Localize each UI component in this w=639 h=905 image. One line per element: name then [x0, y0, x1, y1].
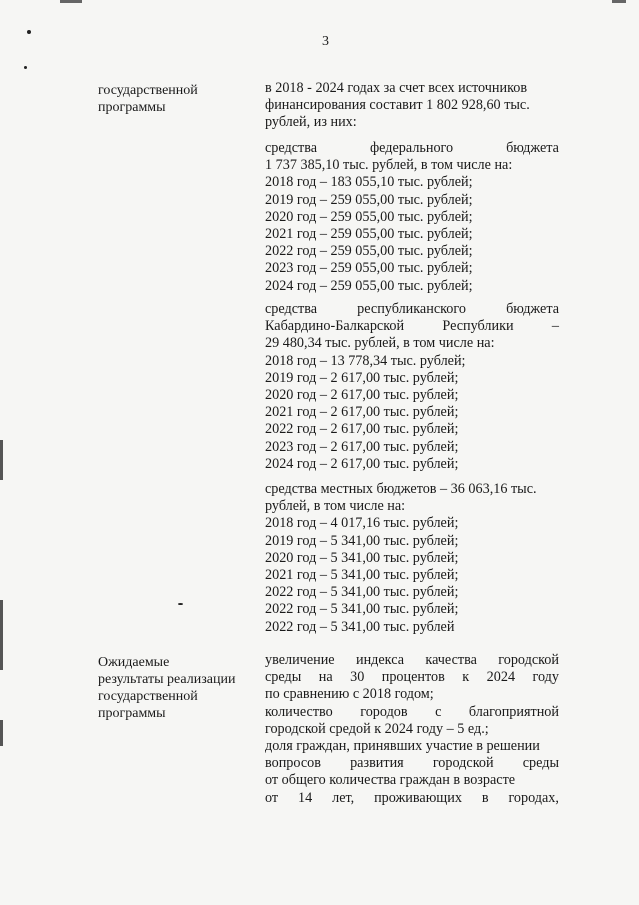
word: –	[551, 318, 559, 335]
scan-speck	[24, 66, 27, 69]
year-amount-line: 2023 год – 2 617,00 тыс. рублей;	[265, 438, 459, 455]
scan-edge-mark	[0, 440, 3, 480]
scan-edge-mark	[612, 0, 626, 3]
word: развития	[350, 755, 404, 772]
row-label-line: государственной	[98, 689, 198, 704]
word: лет,	[332, 789, 355, 806]
word: с	[435, 703, 442, 720]
word: федерального	[369, 140, 454, 156]
word: году	[532, 669, 559, 686]
text-line: рублей, в том числе на:	[265, 498, 406, 515]
word: Республики	[442, 318, 514, 335]
justified-line	[265, 140, 559, 157]
word: в	[481, 789, 489, 806]
expected-results-block	[265, 652, 559, 807]
word: городской	[498, 652, 559, 668]
text-line: рублей, из них:	[265, 114, 357, 131]
word: бюджета	[506, 301, 559, 317]
scan-speck	[27, 30, 31, 34]
word: количество	[265, 703, 333, 720]
row-label-line: программы	[98, 706, 166, 721]
word: на	[318, 669, 333, 686]
scan-edge-mark	[60, 0, 82, 3]
year-amount-line: 2022 год – 5 341,00 тыс. рублей;	[265, 584, 459, 601]
year-amount-line: 2022 год – 5 341,00 тыс. рублей	[265, 618, 455, 635]
year-amount-line: 2020 год – 259 055,00 тыс. рублей;	[265, 208, 473, 225]
word: увеличение	[265, 652, 335, 668]
year-amount-line: 2021 год – 259 055,00 тыс. рублей;	[265, 226, 473, 243]
year-amount-line: 2022 год – 5 341,00 тыс. рублей;	[265, 601, 459, 618]
word: от	[265, 789, 279, 806]
justified-line	[265, 755, 559, 772]
text-line: финансирования составит 1 802 928,60 тыс.	[265, 97, 530, 114]
text-line: в 2018 - 2024 годах за счет всех источников	[265, 80, 528, 96]
justified-line	[265, 301, 559, 318]
word: 2024	[486, 669, 516, 686]
text-line: 29 480,34 тыс. рублей, в том числе на:	[265, 335, 495, 352]
justified-line	[265, 318, 559, 335]
text-line: 1 737 385,10 тыс. рублей, в том числе на:	[265, 157, 513, 174]
year-amount-line: 2019 год – 259 055,00 тыс. рублей;	[265, 191, 473, 208]
word: Кабардино-Балкарской	[265, 318, 405, 335]
year-amount-line: 2020 год – 2 617,00 тыс. рублей;	[265, 387, 459, 404]
text-line: средства местных бюджетов – 36 063,16 тыс.	[265, 481, 537, 497]
justified-line	[265, 704, 559, 721]
word: благоприятной	[468, 703, 559, 720]
justified-line	[265, 790, 559, 807]
year-amount-line: 2022 год – 2 617,00 тыс. рублей;	[265, 421, 459, 438]
word: средства	[265, 140, 318, 156]
year-amount-line: 2023 год – 259 055,00 тыс. рублей;	[265, 260, 473, 277]
year-amount-line: 2018 год – 4 017,16 тыс. рублей;	[265, 515, 459, 532]
scan-speck	[178, 603, 183, 605]
word: качества	[425, 652, 477, 668]
row-label-line: государственной	[98, 83, 198, 98]
word: бюджета	[506, 140, 559, 156]
row-label-line: программы	[98, 100, 166, 115]
row-label-line: результаты реализации	[98, 672, 236, 687]
word: к	[462, 669, 470, 686]
text-line: от общего количества граждан в возрасте	[265, 772, 516, 789]
year-amount-line: 2019 год – 2 617,00 тыс. рублей;	[265, 369, 459, 386]
funding-intro	[265, 80, 559, 132]
word: вопросов	[265, 755, 321, 772]
word: процентов	[381, 669, 445, 686]
word: среды	[265, 669, 302, 686]
word: 14	[298, 789, 313, 806]
row-label-line: Ожидаемые	[98, 655, 170, 670]
text-line: доля граждан, принявших участие в решении	[265, 738, 540, 755]
year-amount-line: 2021 год – 5 341,00 тыс. рублей;	[265, 567, 459, 584]
scan-edge-mark	[0, 600, 3, 670]
scan-edge-mark	[0, 720, 3, 746]
page-number: 3	[322, 34, 329, 49]
word: городов	[360, 703, 408, 720]
year-amount-line: 2024 год – 2 617,00 тыс. рублей;	[265, 455, 459, 472]
word: городской	[432, 755, 494, 772]
text-line: городской средой к 2024 году – 5 ед.;	[265, 720, 489, 737]
republic-budget-block	[265, 301, 559, 473]
text-line: по сравнению с 2018 годом;	[265, 686, 434, 703]
federal-budget-block	[265, 140, 559, 295]
local-budget-block	[265, 481, 559, 636]
year-amount-line: 2024 год – 259 055,00 тыс. рублей;	[265, 277, 473, 294]
year-amount-line: 2018 год – 13 778,34 тыс. рублей;	[265, 352, 466, 369]
word: среды	[522, 755, 559, 772]
year-amount-line: 2020 год – 5 341,00 тыс. рублей;	[265, 549, 459, 566]
year-amount-line: 2021 год – 2 617,00 тыс. рублей;	[265, 404, 459, 421]
word: проживающих	[374, 789, 462, 806]
left-column-results	[98, 654, 258, 722]
year-amount-line: 2018 год – 183 055,10 тыс. рублей;	[265, 174, 473, 191]
justified-line	[265, 652, 559, 669]
left-column-top	[98, 82, 258, 116]
year-amount-line: 2019 год – 5 341,00 тыс. рублей;	[265, 532, 459, 549]
word: 30	[350, 669, 365, 686]
word: республиканского	[357, 301, 466, 317]
word: городах,	[508, 789, 559, 806]
word: средства	[265, 301, 318, 317]
justified-line	[265, 669, 559, 686]
word: индекса	[355, 652, 404, 668]
year-amount-line: 2022 год – 259 055,00 тыс. рублей;	[265, 243, 473, 260]
